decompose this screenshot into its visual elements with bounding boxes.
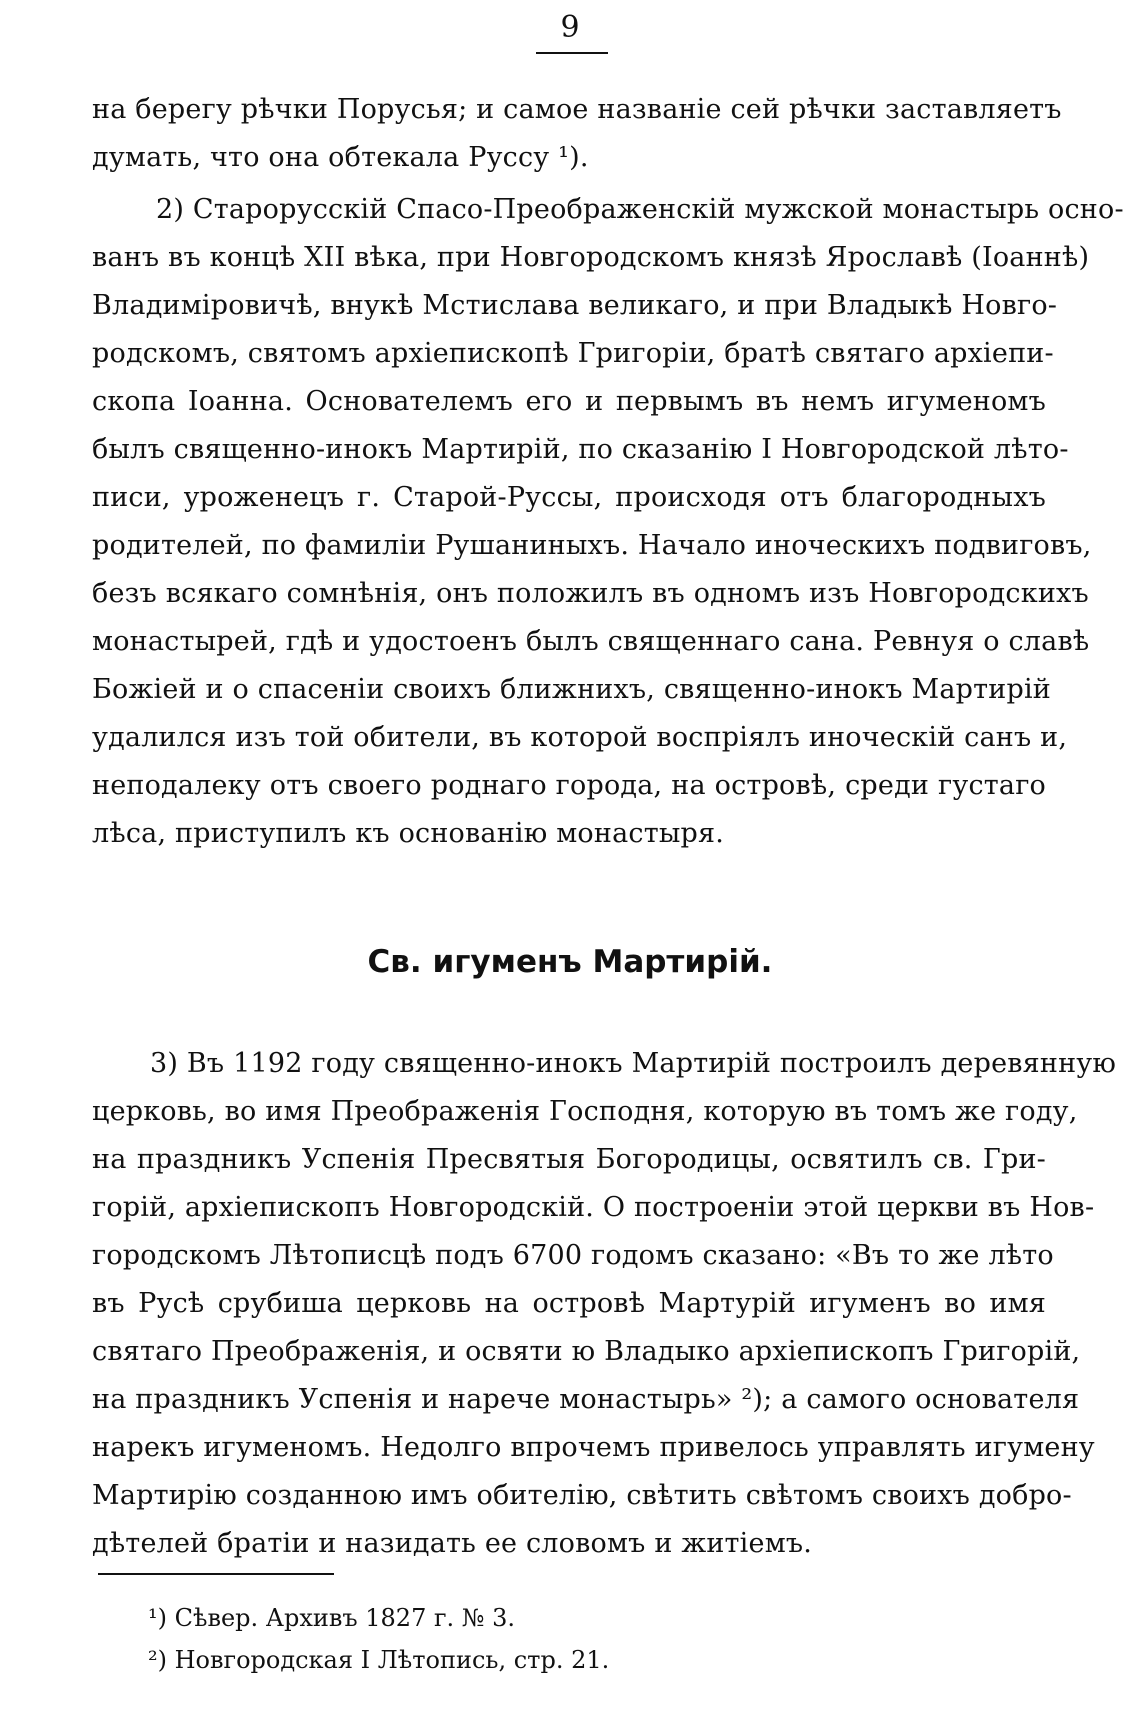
text-line: горій, архіепископъ Новгородскій. О построеніи этой церкви въ Нов- [92, 1192, 1095, 1223]
text-line: родскомъ, святомъ архіепископѣ Григоріи, братѣ святаго архіепи- [92, 338, 1054, 369]
text-line: 2) Старорусскій Спасо-Преображенскій мужской монастырь осно- [156, 194, 1124, 225]
text-line: думать, что она обтекала Руссу ¹). [92, 142, 589, 173]
text-line: церковь, во имя Преображенія Господня, которую въ томъ же году, [92, 1096, 1078, 1127]
text-line: Владиміровичѣ, внукѣ Мстислава великаго, и при Владыкѣ Новго- [92, 290, 1058, 321]
text-line: скопа Іоанна. Основателемъ его и первымъ въ немъ игуменомъ [92, 386, 1046, 417]
text-line: безъ всякаго сомнѣнія, онъ положилъ въ одномъ изъ Новгородскихъ [92, 578, 1089, 609]
text-line: былъ священно-инокъ Мартирій, по сказанію I Новгородской лѣто- [92, 434, 1069, 465]
text-line: родителей, по фамиліи Рушаниныхъ. Начало иноческихъ подвиговъ, [92, 530, 1092, 561]
text-line: дѣтелей братіи и назидать ее словомъ и житіемъ. [92, 1528, 813, 1559]
paragraph-3 [92, 1040, 1117, 1568]
text-line: 3) Въ 1192 году священно-инокъ Мартирій построилъ деревянную [150, 1048, 1117, 1079]
text-line: Божіей и о спасеніи своихъ ближнихъ, священно-инокъ Мартирій [92, 674, 1051, 705]
footnote-2: ²) Новгородская I Лѣтопись, стр. 21. [148, 1646, 610, 1674]
text-line: на праздникъ Успенія и нарече монастырь» ²); а самого основателя [92, 1384, 1080, 1415]
text-line: Мартирію созданною имъ обителію, свѣтить свѣтомъ своихъ добро- [92, 1480, 1072, 1511]
text-line: на берегу рѣчки Порусья; и самое названіе сей рѣчки заставляетъ [92, 94, 1062, 125]
page-number-rule [536, 52, 608, 54]
text-line: ванъ въ концѣ XII вѣка, при Новгородскомъ князѣ Ярославѣ (Іоаннѣ) [92, 242, 1090, 273]
text-line: городскомъ Лѣтописцѣ подъ 6700 годомъ сказано: «Въ то же лѣто [92, 1240, 1054, 1271]
text-line: нарекъ игуменомъ. Недолго впрочемъ привелось управлять игумену [92, 1432, 1095, 1463]
text-line: удалился изъ той обители, въ которой воспріялъ иноческій санъ и, [92, 722, 1068, 753]
text-line: неподалеку отъ своего роднаго города, на островѣ, среди густаго [92, 770, 1046, 801]
section-heading: Св. игуменъ Мартирій. [367, 944, 773, 980]
text-line: лѣса, приступилъ къ основанію монастыря. [92, 818, 725, 849]
text-line: на праздникъ Успенія Пресвятыя Богородицы, освятилъ св. Гри- [92, 1144, 1046, 1175]
text-line: въ Русѣ срубиша церковь на островѣ Мартурій игуменъ во имя [92, 1288, 1046, 1319]
page-number: 9 [560, 10, 580, 45]
paragraph-1 [92, 86, 1062, 182]
text-line: святаго Преображенія, и освяти ю Владыко архіепископъ Григорій, [92, 1336, 1081, 1367]
text-line: монастырей, гдѣ и удостоенъ былъ священнаго сана. Ревнуя о славѣ [92, 626, 1090, 657]
paragraph-2 [92, 186, 1124, 858]
footnote-1: ¹) Сѣвер. Архивъ 1827 г. № 3. [148, 1604, 516, 1632]
text-line: писи, уроженецъ г. Старой-Руссы, происходя отъ благородныхъ [92, 482, 1046, 513]
footnote-rule [98, 1573, 334, 1575]
